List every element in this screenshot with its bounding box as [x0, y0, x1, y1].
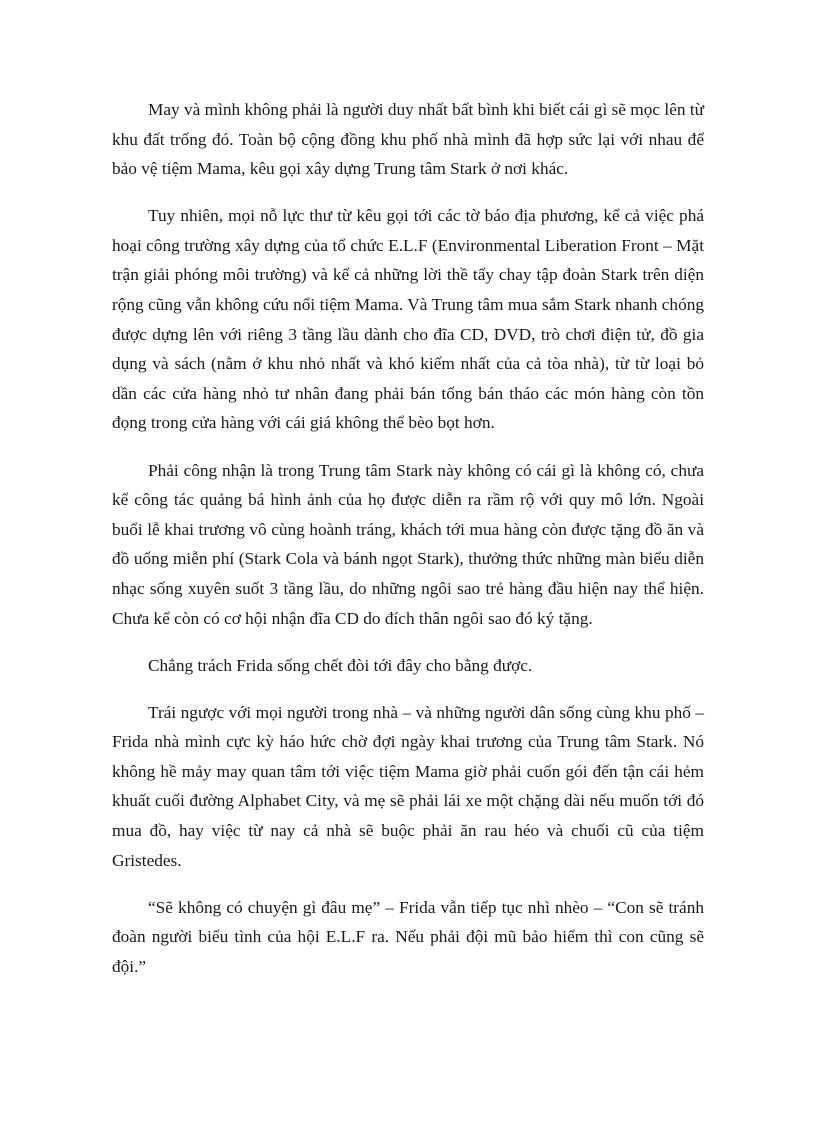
paragraph-6: “Sẽ không có chuyện gì đâu mẹ” – Frida vẫn tiếp tục nhì nhèo – “Con sẽ tránh đoàn người biểu tình của hội E.L.F ra. Nếu phải đội mũ bảo hiểm thì con cũng sẽ đội.”	[112, 897, 704, 976]
paragraph-3: Phải công nhận là trong Trung tâm Stark này không có cái gì là không có, chưa kể công tác quảng bá hình ảnh của họ được diễn ra rầm rộ với quy mô lớn. Ngoài buổi lễ khai trương vô cùng hoành tráng, khách tới mua hàng còn được tặng đồ ăn và đồ uống miễn phí (Stark Cola và bánh ngọt Stark), thưởng thức những màn biểu diễn nhạc sống xuyên suốt 3 tầng lầu, do những ngôi sao trẻ hàng đầu hiện nay thể hiện. Chưa kể còn có cơ hội nhận đĩa CD do đích thân ngôi sao đó ký tặng.	[112, 460, 704, 628]
paragraph-1: May và mình không phải là người duy nhất bất bình khi biết cái gì sẽ mọc lên từ khu đất trống đó. Toàn bộ cộng đồng khu phố nhà mình đã hợp sức lại với nhau để bảo vệ tiệm Mama, kêu gọi xây dựng Trung tâm Stark ở nơi khác.	[112, 100, 704, 179]
page-body	[112, 95, 704, 999]
paragraph-2: Tuy nhiên, mọi nỗ lực thư từ kêu gọi tới các tờ báo địa phương, kể cả việc phá hoại công trường xây dựng của tổ chức E.L.F (Environmental Liberation Front – Mặt trận giải phóng môi trường) và kể cả những lời thề tẩy chay tập đoàn Stark trên diện rộng cũng vẫn không cứu nổi tiệm Mama. Và Trung tâm mua sắm Stark nhanh chóng được dựng lên với riêng 3 tầng lầu dành cho đĩa CD, DVD, trò chơi điện tử, đồ gia dụng và sách (nằm ở khu nhỏ nhất và khó kiếm nhất của cả tòa nhà), từ từ loại bỏ dần các cửa hàng nhỏ tư nhân đang phải bán tống bán tháo các món hàng còn tồn đọng trong cửa hàng với cái giá không thể bèo bọt hơn.	[112, 206, 704, 433]
paragraph-4: Chẳng trách Frida sống chết đòi tới đây cho bằng được.	[148, 655, 533, 675]
paragraph-5: Trái ngược với mọi người trong nhà – và những người dân sống cùng khu phố – Frida nhà mình cực kỳ háo hức chờ đợi ngày khai trương của Trung tâm Stark. Nó không hề mảy may quan tâm tới việc tiệm Mama giờ phải cuốn gói đến tận cái hẻm khuất cuối đường Alphabet City, và mẹ sẽ phải lái xe một chặng dài nếu muốn tới đó mua đồ, hay việc từ nay cả nhà sẽ buộc phải ăn rau héo và chuối cũ của tiệm Gristedes.	[112, 702, 704, 870]
